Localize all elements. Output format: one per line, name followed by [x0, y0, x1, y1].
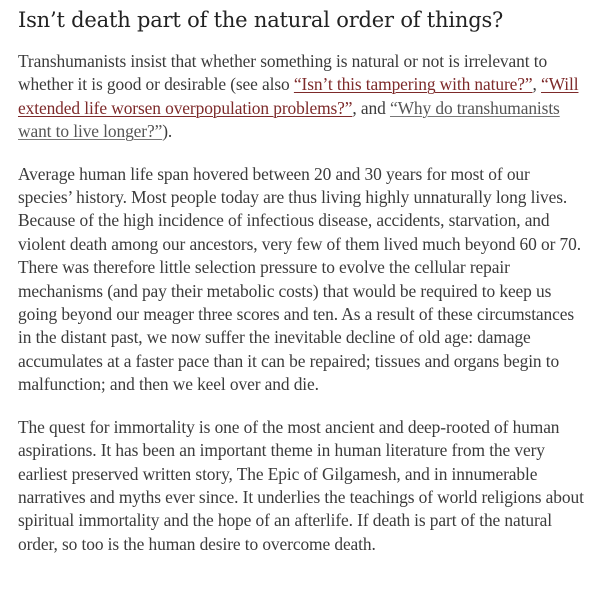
article: [18, 6, 584, 575]
intro-text-1: Transhumanists insist that whether something is natural or not is irrelevant to whether it is good or desirable (see also: [18, 51, 548, 95]
link-tampering-with-nature[interactable]: “Isn’t this tampering with nature?”: [293, 74, 533, 95]
immortality-paragraph: The quest for immortality is one of the most ancient and deep-rooted of human aspirations. It has been an important theme in human literature from the very earliest preserved written story, The Epic of Gilgamesh, and in innumerable narratives and myths ever since. It underlies the teachings of world religions about spiritual immortality and the hope of an afterlife. If death is part of the natural order, so too is the human desire to overcome death.: [18, 416, 584, 554]
intro-text-4: ).: [162, 121, 173, 142]
intro-paragraph: [18, 50, 584, 144]
link-overpopulation-problems[interactable]: “Will extended life worsen overpopulation problems?”: [18, 74, 579, 118]
intro-text-2: ,: [532, 74, 542, 95]
link-why-live-longer[interactable]: “Why do transhumanists want to live longer?”: [18, 97, 560, 142]
intro-text-3: , and: [352, 97, 390, 118]
life-span-paragraph: Average human life span hovered between 20 and 30 years for most of our species’ history. Most people today are thus living highly unnaturally long lives. Because of the high incidence of infectious disease, accidents, starvation, and violent death among our ancestors, very few of them lived much beyond 60 or 70. There was therefore little selection pressure to evolve the cellular repair mechanisms (and pay their metabolic costs) that would be required to keep us going beyond our meager three scores and ten. As a result of these circumstances in the distant past, we now suffer the inevitable decline of old age: damage accumulates at a faster pace than it can be repaired; tissues and organs begin to malfunction; and then we keel over and die.: [18, 163, 581, 395]
section-heading: Isn’t death part of the natural order of things?: [18, 8, 504, 32]
